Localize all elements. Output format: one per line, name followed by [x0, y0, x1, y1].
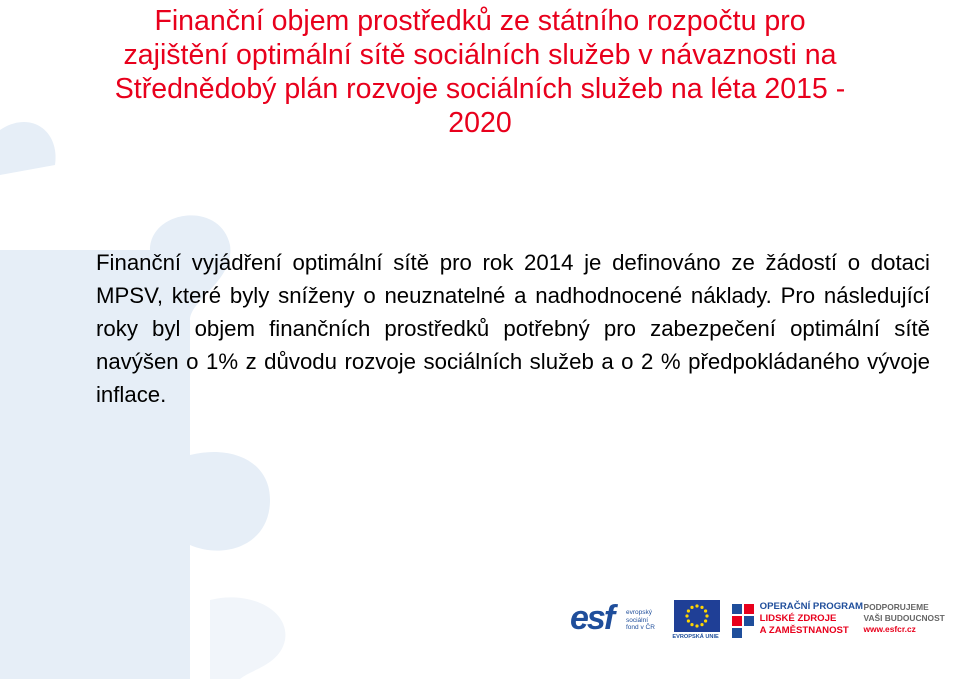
slide-title	[40, 4, 920, 140]
support-text	[864, 602, 945, 635]
esf-logo-subtitle	[626, 609, 672, 632]
body-paragraph: Finanční vyjádření optimální sítě pro rok 2014 je definováno ze žádostí o dotaci MPSV, které byly sníženy o neuznatelné a nadhodnocené náklady. Pro následující roky byl objem finančních prostředků potřebný pro zabezpečení optimální sítě navýšen o 1% z důvodu rozvoje sociálních služeb a o 2 % předpokládaného vývoje inflace.	[96, 250, 930, 407]
esf-subtitle-line: sociální	[626, 616, 649, 624]
op-line: LIDSKÉ ZDROJE	[759, 613, 837, 624]
support-logo	[864, 594, 958, 646]
support-line: PODPORUJEME	[863, 602, 929, 612]
title-line: Střednědobý plán rozvoje sociálních služeb na léta 2015 -	[114, 73, 846, 105]
title-line: zajištění optimální sítě sociálních služeb v návaznosti na	[123, 39, 837, 71]
esf-subtitle-line: fond v ČR	[626, 624, 655, 631]
op-logo-text	[760, 601, 863, 637]
title-line: 2020	[448, 107, 512, 139]
op-logo	[728, 594, 864, 646]
title-line: Finanční objem prostředků ze státního rozpočtu pro	[154, 5, 806, 37]
esf-logo-mark: esf	[570, 599, 614, 637]
esf-logo	[568, 594, 666, 646]
support-web-link[interactable]: www.esfcr.cz	[863, 624, 916, 634]
eu-flag-icon	[674, 600, 720, 632]
support-line: VAŠI BUDOUCNOST	[863, 613, 945, 623]
logo-bar	[568, 594, 958, 646]
eu-caption: EVROPSKÁ UNIE	[672, 634, 719, 640]
eu-logo	[672, 594, 723, 646]
op-line: OPERAČNÍ PROGRAM	[759, 601, 864, 612]
op-logo-icon	[730, 600, 758, 640]
esf-subtitle-line: evropský	[626, 609, 653, 616]
op-line: A ZAMĚSTNANOST	[759, 625, 849, 636]
